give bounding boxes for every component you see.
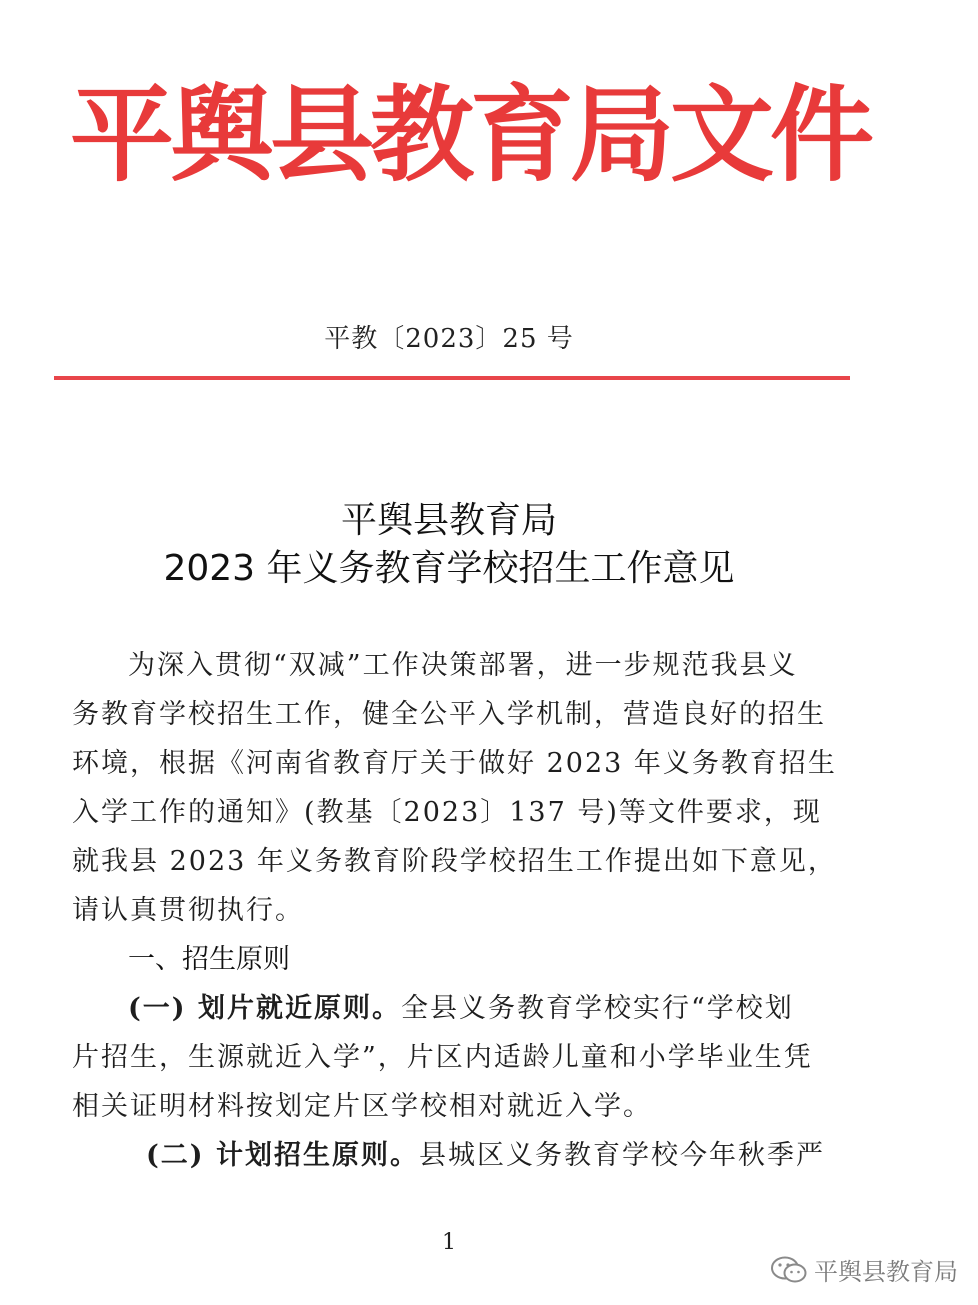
principle-1-line-2: 片招生，生源就近入学”，片区内适龄儿童和小学毕业生凭: [72, 1042, 813, 1073]
intro-line-3: 环境，根据《河南省教育厅关于做好 2023 年义务教育招生: [72, 748, 837, 779]
page-number: 1: [442, 1230, 456, 1255]
principle-1-text: 全县义务教育学校实行“学校划: [400, 993, 794, 1024]
intro-line-1: 为深入贯彻“双减”工作决策部署，进一步规范我县义: [128, 650, 798, 681]
document-title-line2: 2023 年义务教育学校招生工作意见: [163, 548, 735, 589]
principle-1-label: (一) 划片就近原则。: [128, 993, 401, 1024]
document-title-line1: 平舆县教育局: [340, 500, 557, 541]
intro-line-2: 务教育学校招生工作，健全公平入学机制，营造良好的招生: [72, 699, 826, 730]
principle-2-label: (二) 计划招生原则。: [146, 1140, 419, 1171]
wechat-watermark: [770, 1252, 958, 1287]
principle-2-text: 县城区义务教育学校今年秋季严: [418, 1140, 825, 1171]
wechat-icon: [770, 1255, 808, 1285]
principle-1-line-3: 相关证明材料按划定片区学校相对就近入学。: [72, 1091, 652, 1122]
principle-1-line-1: [128, 991, 888, 1027]
intro-line-5: 就我县 2023 年义务教育阶段学校招生工作提出如下意见，: [72, 846, 837, 877]
watermark-text: 平舆县教育局: [814, 1258, 958, 1286]
red-divider: [54, 376, 850, 380]
principle-2-line-1: [146, 1138, 906, 1174]
document-number: 平教〔2023〕25 号: [324, 324, 574, 354]
issuer-title: 平舆县教育局文件: [70, 74, 871, 196]
intro-line-6: 请认真贯彻执行。: [72, 895, 304, 926]
section-heading-principles: 一、招生原则: [128, 944, 290, 975]
intro-line-4: 入学工作的通知》(教基〔2023〕137 号)等文件要求，现: [72, 797, 822, 828]
